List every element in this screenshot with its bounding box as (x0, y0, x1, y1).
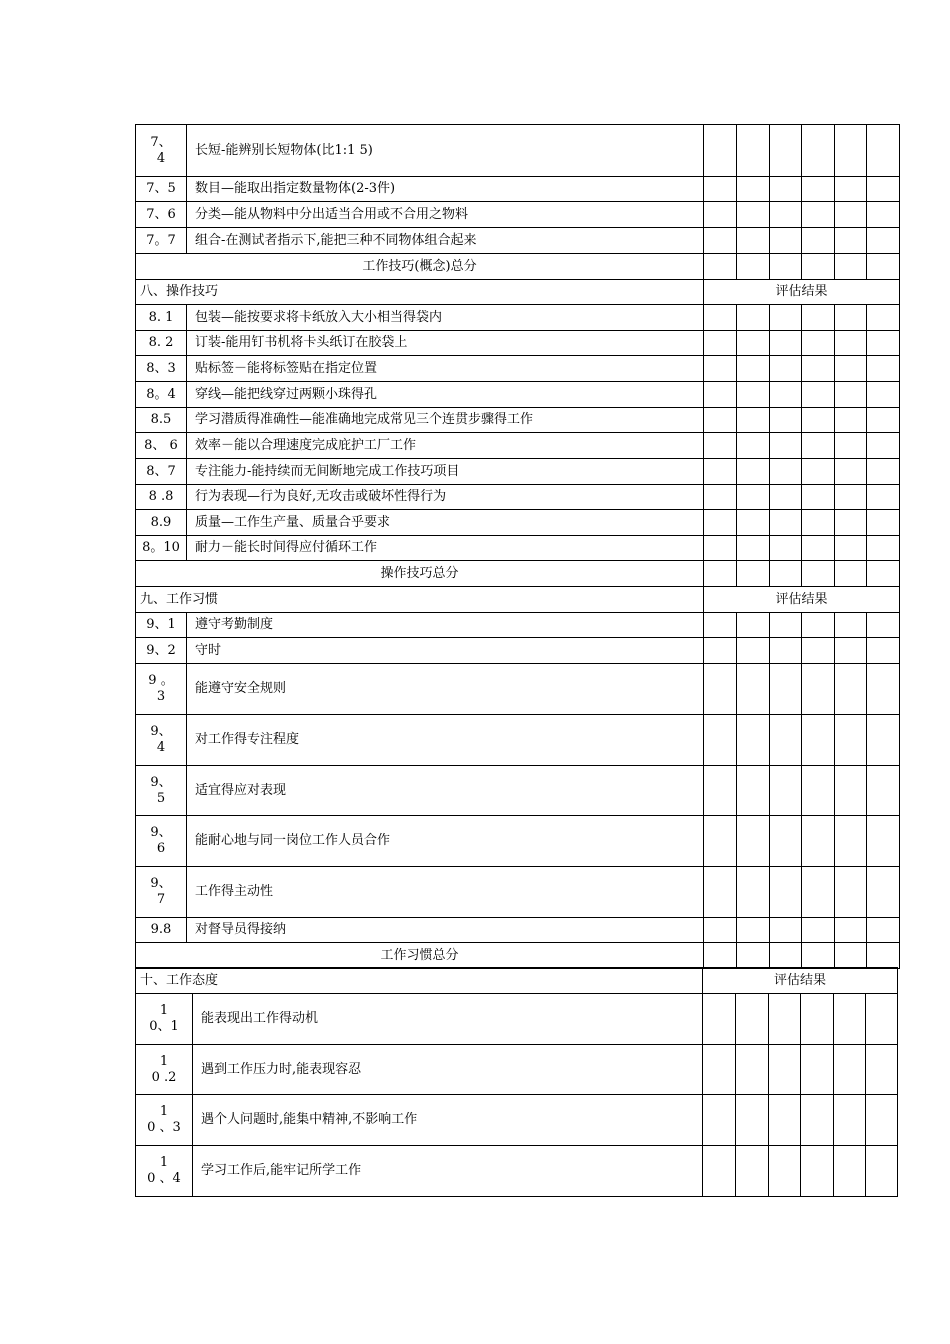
score-cell[interactable] (835, 638, 867, 664)
score-cell[interactable] (867, 382, 900, 408)
item-description: 行为表现—行为良好,无攻击或破坏性得行为 (187, 485, 704, 510)
score-cell[interactable] (704, 433, 737, 459)
item-description: 订装-能用钉书机将卡头纸订在胶袋上 (187, 331, 704, 356)
score-cell[interactable] (867, 125, 900, 177)
score-cell[interactable] (703, 1095, 736, 1146)
score-cell[interactable] (770, 638, 802, 664)
result-header: 评估结果 (703, 968, 898, 994)
table-row (136, 228, 900, 254)
section-title: 九、工作习惯 (136, 587, 704, 613)
score-cell[interactable] (704, 305, 737, 331)
score-cell[interactable] (867, 561, 900, 587)
item-description: 包装—能按要求将卡纸放入大小相当得袋内 (187, 305, 704, 331)
score-cell[interactable] (770, 536, 802, 561)
item-number: 7、5 (136, 177, 187, 202)
score-cell[interactable] (704, 408, 737, 433)
score-cell[interactable] (769, 1146, 801, 1197)
score-cell[interactable] (737, 177, 770, 202)
score-cell[interactable] (834, 1146, 866, 1197)
section-total-row (136, 254, 900, 280)
score-cell[interactable] (770, 125, 802, 177)
score-cell[interactable] (770, 766, 802, 816)
table-row (136, 408, 900, 433)
item-number: 8。10 (136, 536, 187, 561)
score-cell[interactable] (704, 561, 737, 587)
score-cell[interactable] (737, 356, 770, 382)
item-number: 8 .8 (136, 485, 187, 510)
score-cell[interactable] (802, 485, 835, 510)
result-header: 评估结果 (704, 280, 900, 305)
table-row (136, 613, 900, 638)
score-cell[interactable] (770, 459, 802, 485)
score-cell[interactable] (802, 536, 835, 561)
score-cell[interactable] (704, 867, 737, 918)
score-cell[interactable] (801, 1045, 834, 1095)
score-cell[interactable] (704, 664, 737, 715)
item-number: 9、 4 (136, 715, 187, 766)
score-cell[interactable] (770, 202, 802, 228)
score-cell[interactable] (835, 918, 867, 943)
item-description: 能遵守安全规则 (187, 664, 704, 715)
score-cell[interactable] (737, 638, 770, 664)
assessment-table-attitude (135, 967, 898, 1197)
score-cell[interactable] (737, 305, 770, 331)
score-cell[interactable] (770, 715, 802, 766)
score-cell[interactable] (737, 664, 770, 715)
item-number: 9、 6 (136, 816, 187, 867)
table-row (136, 125, 900, 177)
score-cell[interactable] (737, 715, 770, 766)
section-title: 八、操作技巧 (136, 280, 704, 305)
score-cell[interactable] (737, 433, 770, 459)
score-cell[interactable] (802, 433, 835, 459)
table-row (136, 331, 900, 356)
score-cell[interactable] (802, 331, 835, 356)
item-number: 7。7 (136, 228, 187, 254)
item-number: 8. 1 (136, 305, 187, 331)
item-number: 8、 6 (136, 433, 187, 459)
score-cell[interactable] (737, 459, 770, 485)
score-cell[interactable] (736, 1045, 769, 1095)
score-cell[interactable] (835, 356, 867, 382)
score-cell[interactable] (835, 536, 867, 561)
score-cell[interactable] (737, 867, 770, 918)
item-description: 遇到工作压力时,能表现容忍 (193, 1045, 703, 1095)
score-cell[interactable] (802, 638, 835, 664)
score-cell[interactable] (737, 202, 770, 228)
item-number: 9、1 (136, 613, 187, 638)
item-description: 工作得主动性 (187, 867, 704, 918)
score-cell[interactable] (835, 510, 867, 536)
score-cell[interactable] (736, 994, 769, 1045)
item-description: 对督导员得接纳 (187, 918, 704, 943)
score-cell[interactable] (867, 536, 900, 561)
score-cell[interactable] (704, 638, 737, 664)
score-cell[interactable] (867, 177, 900, 202)
score-cell[interactable] (704, 228, 737, 254)
table-row (136, 305, 900, 331)
score-cell[interactable] (802, 408, 835, 433)
score-cell[interactable] (704, 715, 737, 766)
score-cell[interactable] (704, 125, 737, 177)
score-cell[interactable] (835, 664, 867, 715)
table-row (136, 459, 900, 485)
score-cell[interactable] (867, 331, 900, 356)
table-row (136, 1045, 898, 1095)
table-row (136, 715, 900, 766)
score-cell[interactable] (769, 1095, 801, 1146)
table-row (136, 994, 898, 1045)
score-cell[interactable] (802, 561, 835, 587)
score-cell[interactable] (801, 994, 834, 1045)
item-number: 8、7 (136, 459, 187, 485)
score-cell[interactable] (802, 766, 835, 816)
score-cell[interactable] (835, 766, 867, 816)
score-cell[interactable] (802, 664, 835, 715)
score-cell[interactable] (802, 254, 835, 280)
score-cell[interactable] (835, 228, 867, 254)
score-cell[interactable] (867, 613, 900, 638)
score-cell[interactable] (770, 382, 802, 408)
score-cell[interactable] (737, 536, 770, 561)
score-cell[interactable] (802, 202, 835, 228)
item-description: 质量—工作生产量、质量合乎要求 (187, 510, 704, 536)
score-cell[interactable] (802, 943, 835, 969)
table-row (136, 867, 900, 918)
table-row (136, 1146, 898, 1197)
score-cell[interactable] (802, 356, 835, 382)
score-cell[interactable] (770, 177, 802, 202)
score-cell[interactable] (770, 943, 802, 969)
score-cell[interactable] (736, 1146, 769, 1197)
score-cell[interactable] (867, 715, 900, 766)
score-cell[interactable] (834, 1045, 866, 1095)
score-cell[interactable] (835, 408, 867, 433)
score-cell[interactable] (802, 125, 835, 177)
item-description: 专注能力-能持续而无间断地完成工作技巧项目 (187, 459, 704, 485)
item-description: 数目—能取出指定数量物体(2-3件) (187, 177, 704, 202)
item-number: 8、3 (136, 356, 187, 382)
score-cell[interactable] (867, 664, 900, 715)
score-cell[interactable] (770, 408, 802, 433)
score-cell[interactable] (737, 331, 770, 356)
table-row (136, 536, 900, 561)
item-number: 1 0、1 (136, 994, 193, 1045)
score-cell[interactable] (737, 613, 770, 638)
item-number: 9、 5 (136, 766, 187, 816)
score-cell[interactable] (867, 485, 900, 510)
section-total-label: 工作习惯总分 (136, 943, 704, 969)
score-cell[interactable] (867, 638, 900, 664)
section-title: 十、工作态度 (136, 968, 703, 994)
result-header: 评估结果 (704, 587, 900, 613)
score-cell[interactable] (737, 485, 770, 510)
score-cell[interactable] (802, 613, 835, 638)
score-cell[interactable] (802, 382, 835, 408)
score-cell[interactable] (867, 816, 900, 867)
score-cell[interactable] (770, 816, 802, 867)
score-cell[interactable] (867, 433, 900, 459)
score-cell[interactable] (835, 382, 867, 408)
item-description: 遵守考勤制度 (187, 613, 704, 638)
score-cell[interactable] (737, 918, 770, 943)
item-number: 8.5 (136, 408, 187, 433)
score-cell[interactable] (802, 816, 835, 867)
score-cell[interactable] (770, 867, 802, 918)
item-description: 适宜得应对表现 (187, 766, 704, 816)
section-header-row (136, 280, 900, 305)
score-cell[interactable] (704, 536, 737, 561)
score-cell[interactable] (770, 485, 802, 510)
score-cell[interactable] (801, 1146, 834, 1197)
score-cell[interactable] (835, 485, 867, 510)
score-cell[interactable] (770, 331, 802, 356)
score-cell[interactable] (704, 766, 737, 816)
score-cell[interactable] (737, 943, 770, 969)
score-cell[interactable] (835, 816, 867, 867)
score-cell[interactable] (769, 994, 801, 1045)
item-description: 学习工作后,能牢记所学工作 (193, 1146, 703, 1197)
item-number: 1 0 、4 (136, 1146, 193, 1197)
section-total-row (136, 943, 900, 969)
table-row (136, 356, 900, 382)
score-cell[interactable] (704, 918, 737, 943)
item-number: 9.8 (136, 918, 187, 943)
score-cell[interactable] (866, 994, 898, 1045)
table-row (136, 816, 900, 867)
score-cell[interactable] (867, 867, 900, 918)
score-cell[interactable] (736, 1095, 769, 1146)
score-cell[interactable] (703, 1045, 736, 1095)
score-cell[interactable] (835, 305, 867, 331)
table-row (136, 382, 900, 408)
score-cell[interactable] (867, 943, 900, 969)
score-cell[interactable] (704, 510, 737, 536)
score-cell[interactable] (802, 459, 835, 485)
score-cell[interactable] (704, 382, 737, 408)
score-cell[interactable] (770, 433, 802, 459)
score-cell[interactable] (835, 613, 867, 638)
score-cell[interactable] (770, 561, 802, 587)
score-cell[interactable] (835, 561, 867, 587)
item-description: 贴标签－能将标签贴在指定位置 (187, 356, 704, 382)
table-row (136, 664, 900, 715)
score-cell[interactable] (835, 433, 867, 459)
item-number: 9、 7 (136, 867, 187, 918)
score-cell[interactable] (770, 305, 802, 331)
score-cell[interactable] (704, 485, 737, 510)
score-cell[interactable] (801, 1095, 834, 1146)
item-description: 组合-在测试者指示下,能把三种不同物体组合起来 (187, 228, 704, 254)
score-cell[interactable] (802, 305, 835, 331)
score-cell[interactable] (704, 816, 737, 867)
score-cell[interactable] (737, 125, 770, 177)
score-cell[interactable] (704, 459, 737, 485)
table-row (136, 433, 900, 459)
score-cell[interactable] (737, 766, 770, 816)
table-row (136, 918, 900, 943)
table-row (136, 177, 900, 202)
score-cell[interactable] (867, 254, 900, 280)
item-number: 7、6 (136, 202, 187, 228)
score-cell[interactable] (770, 228, 802, 254)
score-cell[interactable] (866, 1146, 898, 1197)
score-cell[interactable] (835, 202, 867, 228)
score-cell[interactable] (835, 943, 867, 969)
score-cell[interactable] (802, 228, 835, 254)
score-cell[interactable] (867, 459, 900, 485)
score-cell[interactable] (835, 125, 867, 177)
score-cell[interactable] (737, 228, 770, 254)
table-row (136, 766, 900, 816)
score-cell[interactable] (770, 356, 802, 382)
item-number: 8. 2 (136, 331, 187, 356)
score-cell[interactable] (737, 254, 770, 280)
score-cell[interactable] (835, 459, 867, 485)
section-total-row (136, 561, 900, 587)
item-description: 长短-能辨别长短物体(比1:1 5) (187, 125, 704, 177)
score-cell[interactable] (704, 331, 737, 356)
score-cell[interactable] (867, 202, 900, 228)
item-description: 穿线—能把线穿过两颗小珠得孔 (187, 382, 704, 408)
item-description: 能表现出工作得动机 (193, 994, 703, 1045)
score-cell[interactable] (867, 766, 900, 816)
score-cell[interactable] (802, 177, 835, 202)
score-cell[interactable] (704, 943, 737, 969)
table-row (136, 1095, 898, 1146)
item-description: 守时 (187, 638, 704, 664)
score-cell[interactable] (835, 177, 867, 202)
score-cell[interactable] (802, 715, 835, 766)
item-description: 分类—能从物料中分出适当合用或不合用之物料 (187, 202, 704, 228)
score-cell[interactable] (866, 1095, 898, 1146)
score-cell[interactable] (802, 867, 835, 918)
score-cell[interactable] (866, 1045, 898, 1095)
score-cell[interactable] (835, 867, 867, 918)
table-row (136, 202, 900, 228)
item-number: 1 0 、3 (136, 1095, 193, 1146)
score-cell[interactable] (770, 510, 802, 536)
section-header-row (136, 968, 898, 994)
section-header-row (136, 587, 900, 613)
score-cell[interactable] (867, 356, 900, 382)
score-cell[interactable] (704, 254, 737, 280)
score-cell[interactable] (737, 561, 770, 587)
score-cell[interactable] (867, 918, 900, 943)
score-cell[interactable] (867, 228, 900, 254)
score-cell[interactable] (704, 356, 737, 382)
score-cell[interactable] (704, 177, 737, 202)
score-cell[interactable] (703, 994, 736, 1045)
score-cell[interactable] (704, 202, 737, 228)
score-cell[interactable] (704, 613, 737, 638)
item-description: 能耐心地与同一岗位工作人员合作 (187, 816, 704, 867)
score-cell[interactable] (867, 510, 900, 536)
item-description: 学习潜质得准确性—能准确地完成常见三个连贯步骤得工作 (187, 408, 704, 433)
score-cell[interactable] (835, 254, 867, 280)
item-number: 9、2 (136, 638, 187, 664)
score-cell[interactable] (770, 613, 802, 638)
score-cell[interactable] (703, 1146, 736, 1197)
item-description: 效率－能以合理速度完成庇护工厂工作 (187, 433, 704, 459)
table-row (136, 510, 900, 536)
item-number: 7、 4 (136, 125, 187, 177)
score-cell[interactable] (834, 994, 866, 1045)
score-cell[interactable] (867, 408, 900, 433)
assessment-table-main (135, 124, 900, 969)
item-number: 8。4 (136, 382, 187, 408)
item-number: 9 。 3 (136, 664, 187, 715)
score-cell[interactable] (770, 918, 802, 943)
item-description: 耐力－能长时间得应付循环工作 (187, 536, 704, 561)
score-cell[interactable] (769, 1045, 801, 1095)
item-number: 8.9 (136, 510, 187, 536)
table-row (136, 638, 900, 664)
score-cell[interactable] (835, 331, 867, 356)
score-cell[interactable] (737, 816, 770, 867)
score-cell[interactable] (802, 510, 835, 536)
score-cell[interactable] (835, 715, 867, 766)
score-cell[interactable] (867, 305, 900, 331)
score-cell[interactable] (802, 918, 835, 943)
score-cell[interactable] (737, 510, 770, 536)
item-description: 遇个人问题时,能集中精神,不影响工作 (193, 1095, 703, 1146)
item-description: 对工作得专注程度 (187, 715, 704, 766)
score-cell[interactable] (737, 408, 770, 433)
section-total-label: 工作技巧(概念)总分 (136, 254, 704, 280)
score-cell[interactable] (770, 254, 802, 280)
section-total-label: 操作技巧总分 (136, 561, 704, 587)
score-cell[interactable] (737, 382, 770, 408)
table-row (136, 485, 900, 510)
score-cell[interactable] (834, 1095, 866, 1146)
score-cell[interactable] (770, 664, 802, 715)
item-number: 1 0 .2 (136, 1045, 193, 1095)
